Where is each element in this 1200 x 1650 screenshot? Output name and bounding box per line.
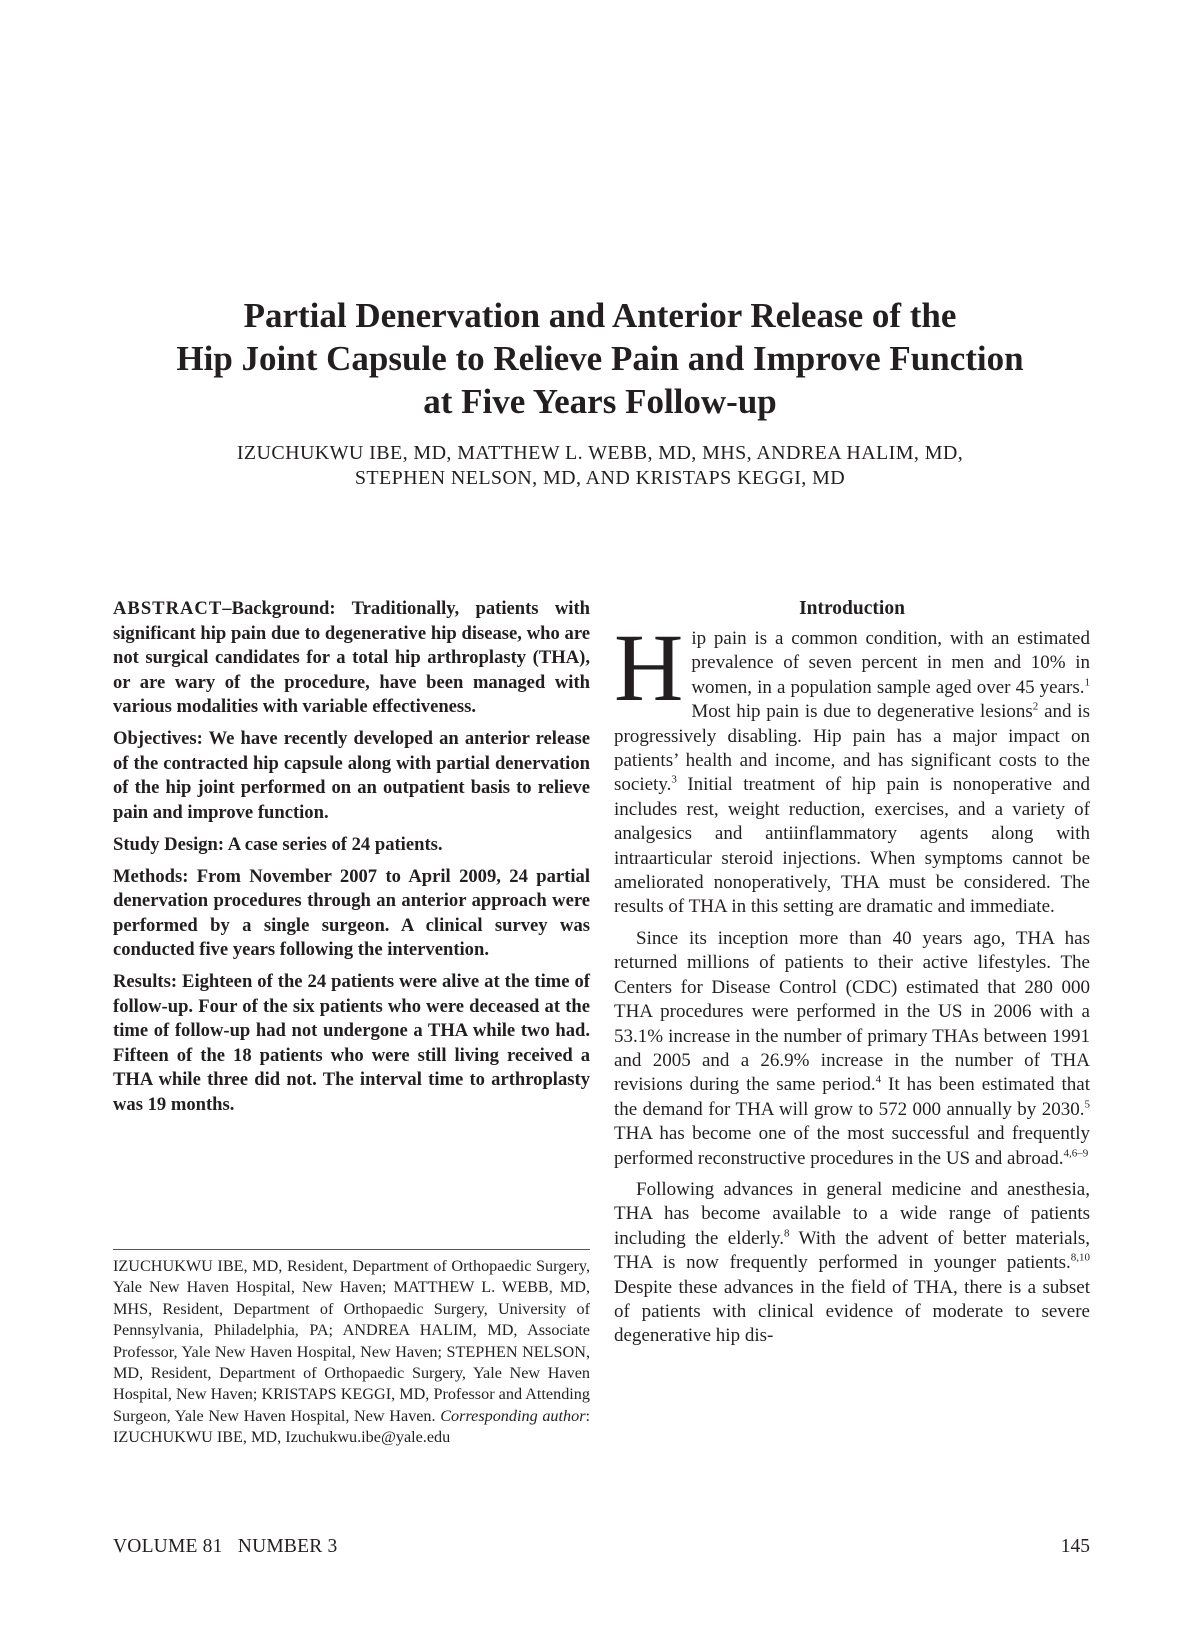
- title-line-1: Partial Denervation and Anterior Release of the: [243, 296, 957, 335]
- title-line-3: at Five Years Follow-up: [423, 382, 777, 421]
- affiliations-text: IZUCHUKWU IBE, MD, Resident, Department of Orthopaedic Surgery, Yale New Haven Hospital, New Haven; MATTHEW L. WEBB, MD, MHS, Resident, Department of Orthopaedic Surgery, University of Pennsylvania, Philadelphia, PA; ANDREA HALIM, MD, Associate Professor, Yale New Haven Hospital, New Haven; STEPHEN NELSON, MD, Resident, Department of Orthopaedic Surgery, Yale New Haven Hospital, New Haven; KRISTAPS KEGGI, MD, Professor and Attending Surgeon, Yale New Haven Hospital, New Haven.: [113, 1257, 590, 1425]
- abstract-label: ABSTRACT: [113, 598, 223, 619]
- ref-1: 1: [1084, 676, 1090, 689]
- abstract-results: Results: Eighteen of the 24 patients were alive at the time of follow-up. Four of the six patients who were deceased at the time of follow-up had not undergone a THA while two had. Fifteen of the 18 patients who were still living received a THA while three did not. The interval time to arthroplasty was 19 months.: [113, 971, 590, 1115]
- intro-paragraph-1: [614, 614, 1090, 920]
- p3-text-c: Despite these advances in the field of THA, there is a subset of patients with clinical evidence of moderate to severe degenerative hip dis-: [614, 1276, 1090, 1347]
- p1-text-a: ip pain is a common condition, with an estimated prevalence of seven percent in men and 10% in women, in a population sample aged over 45 years.: [691, 628, 1090, 698]
- p2-text-c: THA has become one of the most successful and frequently performed reconstructive procedures in the US and abroad.: [614, 1123, 1090, 1169]
- intro-paragraph-3: [614, 1178, 1090, 1349]
- introduction-section: [614, 597, 1090, 1349]
- footnote-divider: [113, 1249, 590, 1250]
- ref-5: 5: [1084, 1098, 1090, 1111]
- abstract-objectives: Objectives: We have recently developed an anterior release of the contracted hip capsule along with partial denervation of the hip joint performed on an outpatient basis to relieve pain and improve function.: [113, 728, 590, 823]
- p2-text-a: Since its inception more than 40 years ago, THA has returned millions of patients to their active lifestyles. The Centers for Disease Control (CDC) estimated that 280 000 THA procedures were performed in the US in 2006 with a 53.1% increase in the number of primary THAs between 1991 and 2005 and a 26.9% increase in the number of THA revisions during the same period.: [614, 927, 1090, 1096]
- p1-text-d: Initial treatment of hip pain is nonoperative and includes rest, weight reduction, exercises, and a variety of analgesics and antiinflammatory agents along with intraarticular steroid injections. When symptoms cannot be ameliorated nonoperatively, THA must be considered. The results of THA in this setting are dramatic and immediate.: [614, 774, 1090, 918]
- introduction-heading: Introduction: [799, 598, 905, 619]
- ref-2: 2: [1032, 700, 1039, 713]
- ref-4-6-9: 4,6–9: [1063, 1147, 1089, 1160]
- corresponding-author-label: Corresponding author: [440, 1406, 586, 1425]
- ref-8: 8: [784, 1227, 790, 1240]
- corresponding-author: : IZUCHUKWU IBE, MD, Izuchukwu.ibe@yale.edu: [113, 1406, 591, 1447]
- p3-text-b: With the advent of better materials, THA is now frequently performed in younger patients.: [614, 1227, 1090, 1274]
- abstract-methods: Methods: From November 2007 to April 2009, 24 partial denervation procedures through an anterior approach were performed by a single surgeon. A clinical survey was conducted five years following the intervention.: [113, 865, 590, 960]
- p2-text-b: It has been estimated that the demand for THA will grow to 572 000 annually by 2030.: [614, 1074, 1090, 1120]
- drop-cap: H: [614, 614, 684, 721]
- ref-3: 3: [671, 774, 677, 787]
- p3-text-a: Following advances in general medicine and anesthesia, THA has become available to a wide range of patients including the elderly.: [614, 1178, 1090, 1249]
- ref-4: 4: [875, 1073, 882, 1086]
- p1-text-c: and is progressively disabling. Hip pain has a major impact on patients’ health and income, and has significant costs to the society.: [614, 701, 1090, 796]
- authors-line-2: STEPHEN NELSON, MD, AND KRISTAPS KEGGI, MD: [354, 467, 846, 489]
- title-line-2: Hip Joint Capsule to Relieve Pain and Improve Function: [176, 339, 1024, 378]
- page-number: 145: [1060, 1536, 1090, 1557]
- ref-8-10: 8,10: [1070, 1251, 1090, 1264]
- author-list: [100, 441, 1100, 491]
- article-title: [100, 294, 1100, 423]
- abstract-study-design: Study Design: A case series of 24 patients.: [113, 833, 443, 855]
- journal-volume: VOLUME 81 NUMBER 3: [113, 1536, 338, 1557]
- abstract-background: [113, 597, 590, 720]
- authors-line-1: IZUCHUKWU IBE, MD, MATTHEW L. WEBB, MD, MHS, ANDREA HALIM, MD,: [236, 442, 964, 464]
- abstract-background-text: –Background: Traditionally, patients with significant hip pain due to degenerative hip disease, who are not surgical candidates for a total hip arthroplasty (THA), or are wary of the procedure, have been managed with various modalities with variable effectiveness.: [113, 598, 590, 717]
- abstract: [113, 597, 590, 1125]
- p1-text-b: Most hip pain is due to degenerative lesions: [691, 701, 1033, 723]
- author-affiliations: [113, 1256, 590, 1449]
- intro-paragraph-2: [614, 927, 1090, 1171]
